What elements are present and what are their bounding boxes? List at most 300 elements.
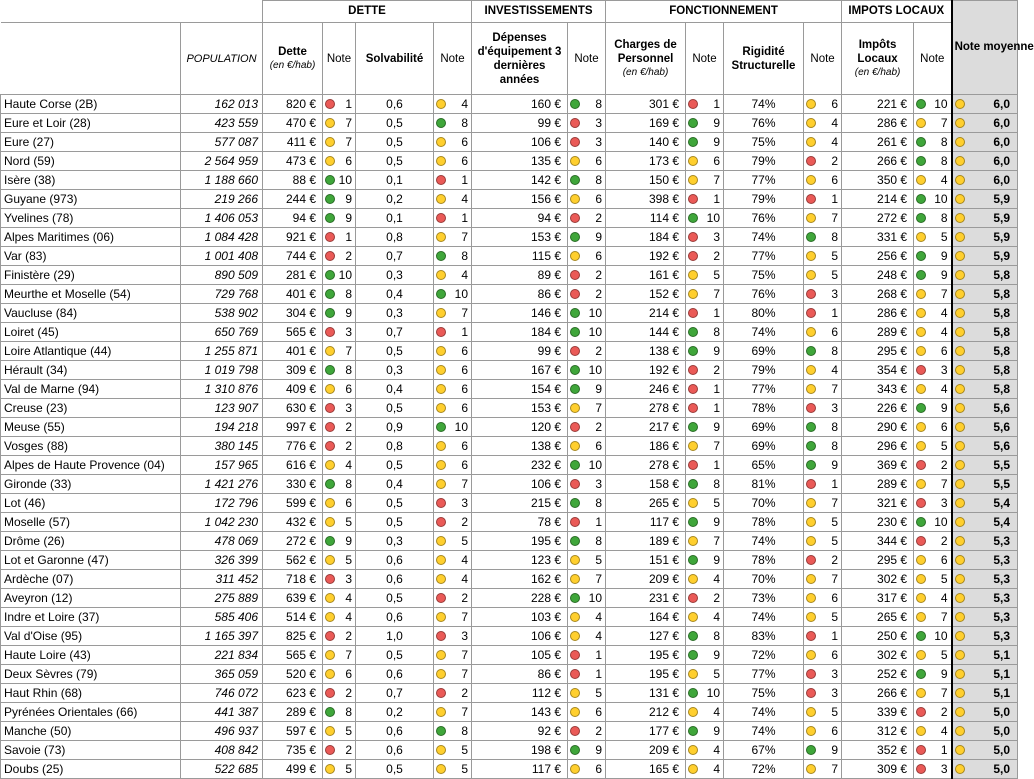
note-cell (434, 456, 472, 475)
note-cell (568, 209, 606, 228)
rating-dot-icon (436, 232, 446, 242)
note-value: 7 (831, 211, 839, 225)
note-value: 7 (831, 382, 839, 396)
note-cell (914, 133, 952, 152)
average-cell (952, 342, 1018, 361)
note-value: 8 (345, 705, 352, 719)
note-value: 6 (831, 724, 839, 738)
rating-dot-icon (570, 99, 580, 109)
rating-dot-icon (955, 441, 965, 451)
note-cell (568, 133, 606, 152)
note-cell (804, 285, 842, 304)
note-cell (686, 285, 724, 304)
population-value: 1 406 053 (181, 209, 263, 228)
charges-value: 265 € (606, 494, 686, 513)
rating-dot-icon (916, 688, 926, 698)
note-value: 4 (461, 97, 469, 111)
solvabilite-value: 0,4 (356, 380, 434, 399)
note-value: 10 (588, 325, 603, 339)
rating-dot-icon (436, 460, 446, 470)
rating-dot-icon (806, 118, 816, 128)
solvabilite-value: 0,5 (356, 589, 434, 608)
note-value: 6 (831, 325, 839, 339)
solvabilite-value: 0,6 (356, 665, 434, 684)
impots-value: 295 € (842, 342, 914, 361)
note-value: 2 (940, 458, 948, 472)
note-cell (568, 399, 606, 418)
note-cell (323, 589, 356, 608)
rating-dot-icon (436, 555, 446, 565)
table-row (1, 570, 1018, 589)
note-cell (804, 247, 842, 266)
note-cell (914, 342, 952, 361)
charges-value: 140 € (606, 133, 686, 152)
dette-value: 735 € (263, 741, 323, 760)
note-cell (914, 513, 952, 532)
note-cell (804, 437, 842, 456)
rating-dot-icon (688, 194, 698, 204)
rating-dot-icon (955, 118, 965, 128)
rating-dot-icon (436, 574, 446, 584)
rating-dot-icon (688, 118, 698, 128)
rigidite-value: 77% (724, 665, 804, 684)
charges-value: 177 € (606, 722, 686, 741)
note-value: 7 (831, 762, 839, 776)
note-value: 3 (595, 477, 603, 491)
depenses-value: 106 € (472, 475, 568, 494)
average-value: 5,1 (993, 648, 1011, 662)
note-cell (914, 684, 952, 703)
department-name: Loiret (45) (1, 323, 181, 342)
rating-dot-icon (916, 156, 926, 166)
note-cell (568, 513, 606, 532)
solvabilite-value: 0,5 (356, 646, 434, 665)
rating-dot-icon (806, 764, 816, 774)
rating-dot-icon (325, 441, 335, 451)
note-value: 7 (831, 496, 839, 510)
dette-value: 776 € (263, 437, 323, 456)
note-value: 10 (588, 458, 603, 472)
note-value: 10 (934, 97, 948, 111)
note-value: 2 (940, 705, 948, 719)
note-value: 6 (461, 439, 469, 453)
rating-dot-icon (806, 232, 816, 242)
average-value: 5,0 (993, 743, 1011, 757)
depenses-value: 86 € (472, 285, 568, 304)
table-row (1, 171, 1018, 190)
rating-dot-icon (436, 612, 446, 622)
depenses-value: 143 € (472, 703, 568, 722)
note-value: 5 (831, 534, 839, 548)
note-value: 7 (345, 135, 352, 149)
rating-dot-icon (955, 498, 965, 508)
table-row (1, 247, 1018, 266)
note-value: 8 (940, 154, 948, 168)
rating-dot-icon (325, 707, 335, 717)
rating-dot-icon (570, 289, 580, 299)
rating-dot-icon (806, 460, 816, 470)
rating-dot-icon (688, 612, 698, 622)
rating-dot-icon (436, 536, 446, 546)
rigidite-value: 67% (724, 741, 804, 760)
rigidite-value: 73% (724, 589, 804, 608)
average-value: 5,9 (993, 192, 1011, 206)
rating-dot-icon (570, 422, 580, 432)
rating-dot-icon (325, 213, 335, 223)
solvabilite-value: 0,6 (356, 608, 434, 627)
rating-dot-icon (955, 251, 965, 261)
rating-dot-icon (570, 460, 580, 470)
rating-dot-icon (955, 574, 965, 584)
note-value: 10 (588, 363, 603, 377)
note-value: 8 (461, 116, 469, 130)
depenses-value: 142 € (472, 171, 568, 190)
rating-dot-icon (325, 764, 335, 774)
note-cell (914, 703, 952, 722)
average-value: 5,1 (993, 686, 1011, 700)
rating-dot-icon (325, 384, 335, 394)
note-value: 6 (831, 97, 839, 111)
solvabilite-value: 0,1 (356, 209, 434, 228)
note-cell (323, 722, 356, 741)
note-value: 2 (461, 686, 469, 700)
rating-dot-icon (916, 764, 926, 774)
note-value: 8 (345, 287, 352, 301)
note-value: 9 (831, 743, 839, 757)
rating-dot-icon (436, 631, 446, 641)
note-value: 3 (595, 135, 603, 149)
rating-dot-icon (570, 517, 580, 527)
header-solvabilite: Solvabilité (356, 23, 434, 95)
charges-value: 278 € (606, 399, 686, 418)
rating-dot-icon (436, 441, 446, 451)
department-name: Pyrénées Orientales (66) (1, 703, 181, 722)
impots-value: 344 € (842, 532, 914, 551)
note-cell (568, 247, 606, 266)
note-value: 6 (461, 401, 469, 415)
note-cell (434, 722, 472, 741)
note-value: 7 (461, 477, 469, 491)
note-value: 1 (713, 306, 721, 320)
population-value: 423 559 (181, 114, 263, 133)
rating-dot-icon (436, 175, 446, 185)
charges-value: 138 € (606, 342, 686, 361)
note-cell (686, 551, 724, 570)
note-value: 9 (595, 230, 603, 244)
rating-dot-icon (436, 289, 446, 299)
column-header-row (1, 23, 1018, 95)
note-value: 2 (595, 344, 603, 358)
note-cell (434, 608, 472, 627)
table-row (1, 361, 1018, 380)
average-cell (952, 532, 1018, 551)
population-value: 365 059 (181, 665, 263, 684)
rating-dot-icon (806, 574, 816, 584)
department-name: Lot et Garonne (47) (1, 551, 181, 570)
table-row (1, 513, 1018, 532)
table-row (1, 703, 1018, 722)
depenses-value: 167 € (472, 361, 568, 380)
note-cell (568, 646, 606, 665)
note-cell (323, 665, 356, 684)
note-value: 3 (345, 572, 352, 586)
depenses-value: 198 € (472, 741, 568, 760)
rating-dot-icon (688, 707, 698, 717)
solvabilite-value: 0,7 (356, 247, 434, 266)
note-cell (568, 114, 606, 133)
average-value: 5,6 (993, 439, 1011, 453)
depenses-value: 146 € (472, 304, 568, 323)
note-cell (804, 456, 842, 475)
note-cell (323, 532, 356, 551)
note-cell (914, 228, 952, 247)
rating-dot-icon (955, 650, 965, 660)
note-cell (434, 665, 472, 684)
note-value: 1 (461, 211, 469, 225)
note-value: 1 (831, 477, 839, 491)
note-value: 1 (461, 173, 469, 187)
blank-corner (1, 1, 263, 23)
population-value: 157 965 (181, 456, 263, 475)
note-cell (804, 646, 842, 665)
rigidite-value: 79% (724, 190, 804, 209)
note-cell (914, 551, 952, 570)
rating-dot-icon (570, 631, 580, 641)
note-cell (434, 380, 472, 399)
rating-dot-icon (688, 574, 698, 584)
rating-dot-icon (570, 384, 580, 394)
rating-dot-icon (325, 270, 335, 280)
rating-dot-icon (570, 650, 580, 660)
average-value: 5,0 (993, 705, 1011, 719)
note-cell (804, 399, 842, 418)
average-value: 5,3 (993, 534, 1011, 548)
dette-value: 401 € (263, 285, 323, 304)
average-value: 6,0 (993, 154, 1011, 168)
rating-dot-icon (806, 650, 816, 660)
solvabilite-value: 0,3 (356, 304, 434, 323)
note-value: 6 (461, 458, 469, 472)
note-cell (686, 608, 724, 627)
average-cell (952, 437, 1018, 456)
note-value: 2 (940, 534, 948, 548)
note-cell (434, 152, 472, 171)
average-value: 5,3 (993, 629, 1011, 643)
average-cell (952, 266, 1018, 285)
rating-dot-icon (436, 707, 446, 717)
rigidite-value: 74% (724, 228, 804, 247)
note-cell (323, 760, 356, 779)
rating-dot-icon (325, 422, 335, 432)
note-cell (434, 323, 472, 342)
depenses-value: 153 € (472, 399, 568, 418)
header-note-moyenne: Note moyenne (952, 1, 1018, 95)
impots-value: 343 € (842, 380, 914, 399)
rating-dot-icon (570, 707, 580, 717)
department-name: Nord (59) (1, 152, 181, 171)
rating-dot-icon (916, 384, 926, 394)
rating-dot-icon (436, 213, 446, 223)
solvabilite-value: 0,5 (356, 399, 434, 418)
average-cell (952, 228, 1018, 247)
table-row (1, 722, 1018, 741)
note-cell (568, 190, 606, 209)
rating-dot-icon (436, 327, 446, 337)
note-cell (914, 722, 952, 741)
rating-dot-icon (955, 764, 965, 774)
note-cell (914, 285, 952, 304)
rating-dot-icon (325, 175, 335, 185)
note-value: 6 (345, 154, 352, 168)
rating-dot-icon (916, 270, 926, 280)
note-value: 8 (595, 534, 603, 548)
rigidite-value: 75% (724, 684, 804, 703)
note-value: 2 (595, 211, 603, 225)
average-value: 5,3 (993, 591, 1011, 605)
rating-dot-icon (436, 726, 446, 736)
note-value: 4 (940, 382, 948, 396)
rating-dot-icon (325, 574, 335, 584)
rating-dot-icon (955, 232, 965, 242)
dette-value: 616 € (263, 456, 323, 475)
depenses-value: 105 € (472, 646, 568, 665)
note-value: 2 (345, 743, 352, 757)
note-cell (686, 380, 724, 399)
rigidite-value: 77% (724, 247, 804, 266)
header-depenses: Dépenses d'équipement 3 dernières années (472, 23, 568, 95)
note-value: 1 (713, 458, 721, 472)
rating-dot-icon (436, 688, 446, 698)
note-cell (686, 684, 724, 703)
average-cell (952, 95, 1018, 114)
note-cell (568, 266, 606, 285)
rating-dot-icon (688, 555, 698, 565)
solvabilite-value: 0,7 (356, 684, 434, 703)
note-value: 9 (595, 382, 603, 396)
rating-dot-icon (570, 118, 580, 128)
rating-dot-icon (436, 745, 446, 755)
average-cell (952, 133, 1018, 152)
impots-value: 250 € (842, 627, 914, 646)
note-cell (434, 513, 472, 532)
rating-dot-icon (916, 403, 926, 413)
note-value: 6 (595, 249, 603, 263)
note-value: 4 (713, 743, 721, 757)
charges-value: 131 € (606, 684, 686, 703)
note-cell (914, 494, 952, 513)
dette-value: 309 € (263, 361, 323, 380)
rating-dot-icon (916, 118, 926, 128)
rigidite-value: 75% (724, 133, 804, 152)
rating-dot-icon (436, 384, 446, 394)
note-value: 5 (345, 762, 352, 776)
rigidite-value: 74% (724, 608, 804, 627)
impots-value: 352 € (842, 741, 914, 760)
note-cell (434, 95, 472, 114)
rating-dot-icon (570, 745, 580, 755)
note-cell (914, 323, 952, 342)
average-value: 5,3 (993, 572, 1011, 586)
solvabilite-value: 0,6 (356, 741, 434, 760)
note-cell (434, 475, 472, 494)
dette-value: 473 € (263, 152, 323, 171)
note-value: 6 (940, 420, 948, 434)
charges-value: 217 € (606, 418, 686, 437)
rating-dot-icon (916, 365, 926, 375)
rating-dot-icon (688, 764, 698, 774)
rating-dot-icon (955, 631, 965, 641)
depenses-value: 103 € (472, 608, 568, 627)
impots-value: 256 € (842, 247, 914, 266)
population-value: 585 406 (181, 608, 263, 627)
note-cell (686, 570, 724, 589)
note-value: 10 (454, 287, 469, 301)
note-cell (804, 361, 842, 380)
note-value: 4 (461, 572, 469, 586)
note-cell (686, 722, 724, 741)
note-cell (323, 247, 356, 266)
note-cell (323, 418, 356, 437)
note-value: 5 (713, 667, 721, 681)
note-cell (568, 703, 606, 722)
note-cell (323, 228, 356, 247)
note-value: 8 (940, 135, 948, 149)
depenses-value: 232 € (472, 456, 568, 475)
solvabilite-value: 0,8 (356, 228, 434, 247)
note-cell (914, 190, 952, 209)
note-value: 7 (595, 401, 603, 415)
note-value: 6 (940, 344, 948, 358)
table-row (1, 456, 1018, 475)
note-value: 6 (345, 496, 352, 510)
charges-value: 195 € (606, 646, 686, 665)
solvabilite-value: 0,5 (356, 342, 434, 361)
table-row (1, 266, 1018, 285)
rigidite-value: 80% (724, 304, 804, 323)
rigidite-value: 76% (724, 285, 804, 304)
depenses-value: 94 € (472, 209, 568, 228)
charges-value: 169 € (606, 114, 686, 133)
department-name: Var (83) (1, 247, 181, 266)
rating-dot-icon (570, 194, 580, 204)
population-value: 1 084 428 (181, 228, 263, 247)
note-cell (434, 133, 472, 152)
impots-value: 252 € (842, 665, 914, 684)
charges-value: 192 € (606, 361, 686, 380)
rigidite-value: 74% (724, 703, 804, 722)
rating-dot-icon (916, 479, 926, 489)
solvabilite-value: 0,2 (356, 703, 434, 722)
solvabilite-value: 0,3 (356, 532, 434, 551)
depenses-value: 162 € (472, 570, 568, 589)
note-cell (323, 494, 356, 513)
table-row (1, 304, 1018, 323)
note-cell (568, 95, 606, 114)
note-value: 10 (338, 173, 352, 187)
note-value: 1 (713, 192, 721, 206)
average-value: 6,0 (993, 135, 1011, 149)
rating-dot-icon (806, 555, 816, 565)
depenses-value: 184 € (472, 323, 568, 342)
rating-dot-icon (325, 403, 335, 413)
rating-dot-icon (436, 118, 446, 128)
charges-value: 158 € (606, 475, 686, 494)
department-name: Gironde (33) (1, 475, 181, 494)
rating-dot-icon (806, 251, 816, 261)
rating-dot-icon (806, 365, 816, 375)
charges-value: 127 € (606, 627, 686, 646)
rating-dot-icon (806, 99, 816, 109)
